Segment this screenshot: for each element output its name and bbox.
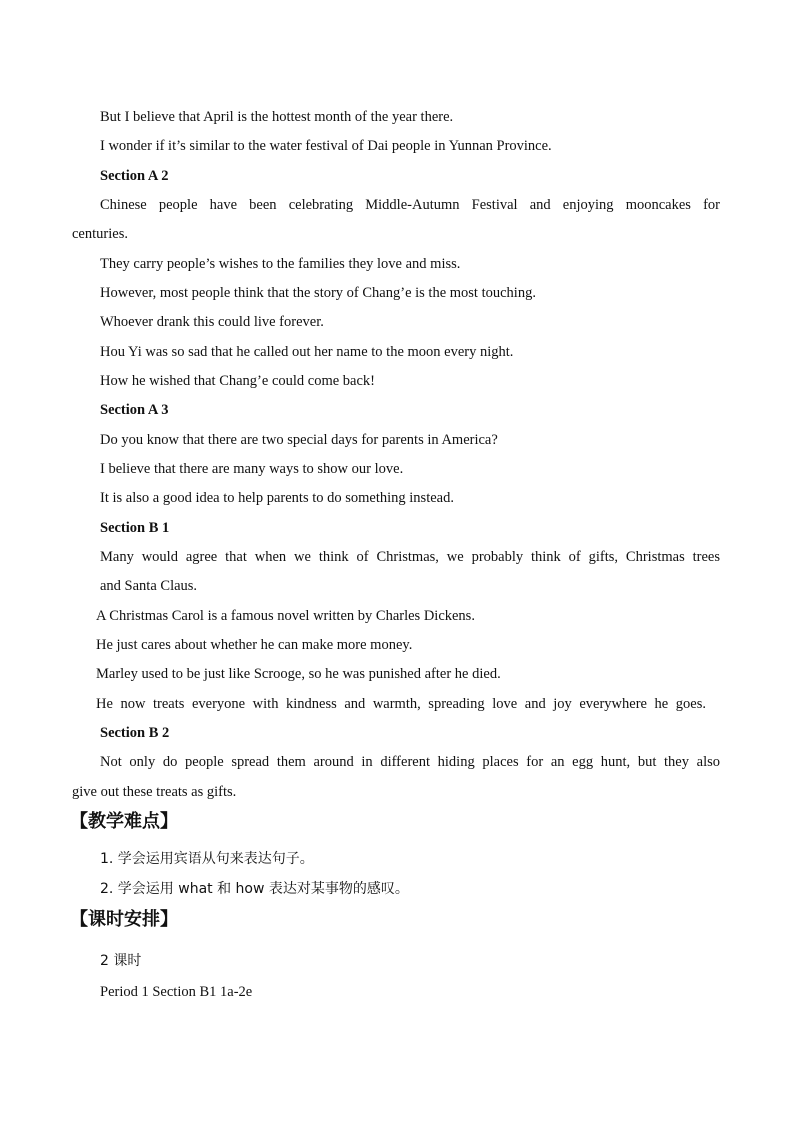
sentence-christmas-part1: Many would agree that when we think of Christmas, we probably think of gifts, Christmas trees: [100, 549, 720, 565]
sentence-marley: Marley used to be just like Scrooge, so he was punished after he died.: [96, 666, 501, 682]
sentence-mid-autumn-part1: Chinese people have been celebrating Middle-Autumn Festival and enjoying mooncakes for: [100, 197, 720, 213]
sentence-wishes: They carry people’s wishes to the families they love and miss.: [100, 256, 461, 272]
sentence-hou-yi: Hou Yi was so sad that he called out her name to the moon every night.: [100, 344, 514, 360]
sentence-egg-hunt-part2: give out these treats as gifts.: [72, 784, 237, 800]
sentence-christmas-part2: and Santa Claus.: [100, 578, 198, 594]
sentence-whoever: Whoever drank this could live forever.: [100, 314, 324, 330]
difficulty-item-2: 2. 学会运用 what 和 how 表达对某事物的感叹。: [100, 881, 409, 897]
section-b2-heading: Section B 2: [100, 725, 170, 741]
sentence-more-money: He just cares about whether he can make more money.: [96, 637, 413, 653]
sentence-changE-story: However, most people think that the story of Chang’e is the most touching.: [100, 285, 536, 301]
sentence-come-back: How he wished that Chang’e could come back!: [100, 373, 376, 389]
sentence-christmas-carol: A Christmas Carol is a famous novel written by Charles Dickens.: [96, 608, 475, 624]
schedule-period: Period 1 Section B1 1a-2e: [100, 984, 253, 1000]
sentence-special-days: Do you know that there are two special days for parents in America?: [100, 432, 498, 448]
sentence-mid-autumn-part2: centuries.: [72, 226, 128, 242]
sentence-kindness: He now treats everyone with kindness and warmth, spreading love and joy everywhere he goes.: [96, 696, 706, 712]
schedule-heading: 【课时安排】: [70, 909, 178, 930]
difficulty-item-1: 1. 学会运用宾语从句来表达句子。: [100, 851, 314, 867]
section-b1-heading: Section B 1: [100, 520, 170, 536]
section-a3-heading: Section A 3: [100, 402, 169, 418]
schedule-hours: 2 课时: [100, 953, 142, 969]
difficulty-heading: 【教学难点】: [70, 811, 178, 832]
section-a2-heading: Section A 2: [100, 168, 169, 184]
sentence-water-festival: I wonder if it’s similar to the water festival of Dai people in Yunnan Province.: [100, 138, 552, 154]
sentence-help-parents: It is also a good idea to help parents to do something instead.: [100, 490, 454, 506]
sentence-april: But I believe that April is the hottest month of the year there.: [100, 109, 454, 125]
sentence-show-love: I believe that there are many ways to show our love.: [100, 461, 404, 477]
sentence-egg-hunt-part1: Not only do people spread them around in different hiding places for an egg hunt, but they also: [100, 754, 720, 770]
